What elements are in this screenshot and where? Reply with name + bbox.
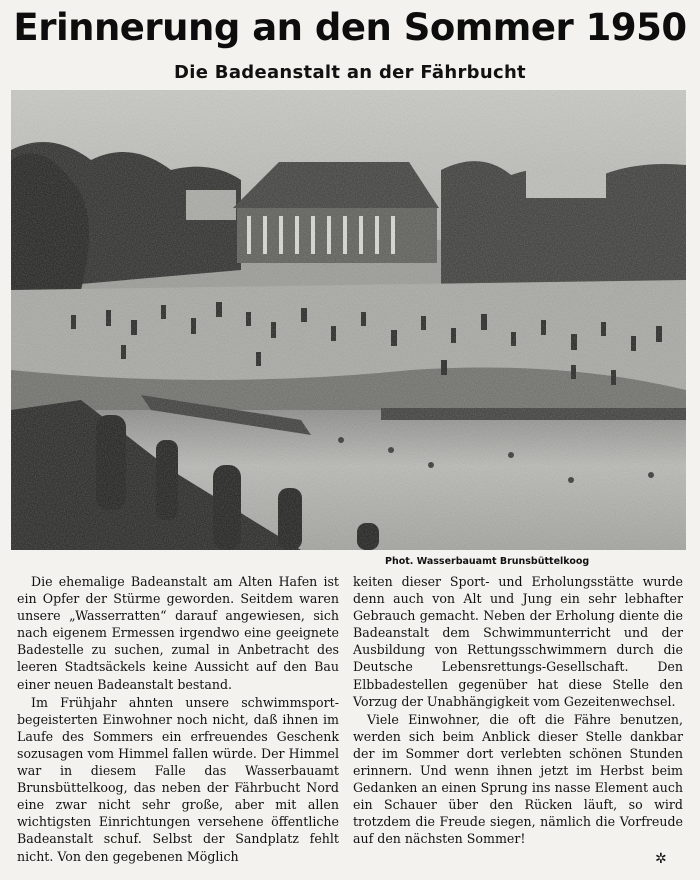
article-paragraph: keiten dieser Sport- und Erholungsstätte wurde denn auch von Alt und Jung ein sehr lebhafter Gebrauch gemacht. Neben der Erholung diente die Badeanstalt dem Schwimmunterricht und der Ausbildung von Rettungsschwimmern durch die Deutsche Lebensrettungs-Gesellschaft. Den Elbbadestellen gegenüber hat diese Stelle den Vorzug der Unabhängigkeit vom Gezeitenwechsel. xyxy=(353,574,683,709)
photo-credit: Phot. Wasserbauamt Brunsbüttelkoog xyxy=(385,556,590,567)
photo-bathing-area xyxy=(11,90,686,550)
article-paragraph: Viele Einwohner, die oft die Fähre benutzen, werden sich beim Anblick dieser Stelle dankbar der im Sommer dort verlebten schönen Stunden erinnern. Und wenn ihnen jetzt im Herbst beim Gedanken an einen Sprung ins nasse Element auch ein Schauer über den Rücken läuft, so wird trotzdem die Freude siegen, nämlich die Vorfreude auf den nächsten Sommer! xyxy=(353,711,683,847)
star-icon: ✲ xyxy=(655,851,667,867)
photo-illustration xyxy=(11,90,686,550)
article-paragraph: Die ehemalige Badeanstalt am Alten Hafen ist ein Opfer der Stürme geworden. Seitdem waren unsere „Wasserratten“ darauf angewiesen, sich nach eigenem Ermessen irgendwo eine geeignete Badestelle zu suchen, zumal in Anbetracht des leeren Stadtsäckels keine Aussicht auf den Bau einer neuen Badeanstalt bestand. xyxy=(17,574,339,692)
article-column-right xyxy=(353,573,683,848)
subheadline: Die Badeanstalt an der Fährbucht xyxy=(174,62,526,83)
article-paragraph: Im Frühjahr ahnten unsere schwimmsportbegeisterten Einwohner noch nicht, daß ihnen im Laufe des Sommers ein erfreuendes Geschenk sozusagen vom Himmel fallen würde. Der Himmel war in diesem Falle das Wasserbauamt Brunsbüttelkoog, das neben der Fährbucht Nord eine zwar nicht sehr große, aber mit allen wichtigsten Einrichtungen versehene öffentliche Badeanstalt schuf. Selbst der Sandplatz fehlt nicht. Von den gegebenen Möglich xyxy=(17,694,339,864)
headline: Erinnerung an den Sommer 1950 xyxy=(13,6,687,49)
article-column-left xyxy=(17,573,339,865)
